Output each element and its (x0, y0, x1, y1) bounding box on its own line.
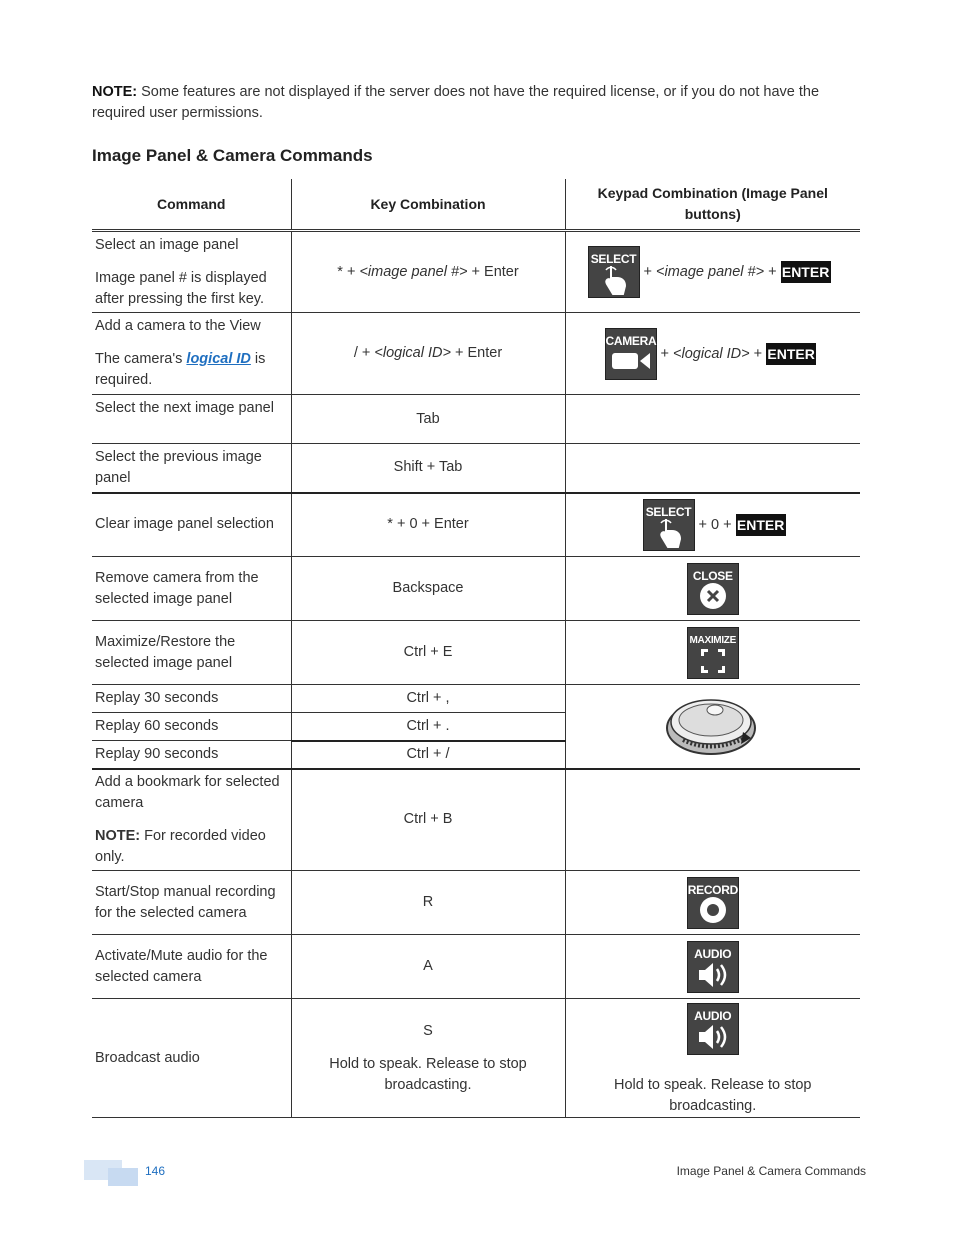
key-param: <image panel #> (359, 263, 468, 280)
key-text: A (291, 935, 565, 999)
command-text: Maximize/Restore the selected image panel (95, 633, 236, 671)
enter-key-icon: ENTER (766, 343, 816, 365)
table-row (92, 871, 860, 935)
pad-param: <image panel #> (656, 263, 765, 280)
command-text: Select the next image panel (95, 400, 274, 416)
license-note (92, 82, 852, 124)
footer-tab-decoration (108, 1168, 138, 1186)
table-row (92, 769, 860, 871)
table-row (92, 313, 860, 395)
pad-text: + (639, 263, 657, 280)
jog-dial-icon (663, 688, 763, 758)
pad-text: + (764, 263, 781, 280)
command-text: Select the previous image panel (95, 448, 262, 486)
table-row (92, 621, 860, 685)
pad-empty (565, 444, 860, 493)
key-text: * + (337, 263, 360, 280)
key-text: Ctrl + , (291, 685, 565, 713)
table-row (92, 493, 860, 557)
key-text: * + 0 + Enter (291, 493, 565, 557)
key-text: S (423, 1022, 433, 1039)
section-title: Image Panel & Camera Commands (92, 146, 373, 165)
key-text: Backspace (291, 557, 565, 621)
key-text: R (291, 871, 565, 935)
table-row (92, 231, 860, 313)
table-row (92, 999, 860, 1118)
command-text: Broadcast audio (95, 1049, 200, 1066)
table-row (92, 395, 860, 444)
audio-key-icon: AUDIO (687, 941, 739, 993)
command-text: Replay 90 seconds (92, 741, 291, 769)
pad-empty (565, 769, 860, 871)
pad-param: <logical ID> (673, 345, 750, 362)
header-key-combination: Key Combination (291, 179, 565, 231)
enter-key-icon: ENTER (736, 514, 786, 536)
key-text: Tab (291, 395, 565, 444)
key-text: Ctrl + / (291, 741, 565, 769)
table-row (92, 557, 860, 621)
key-text: Shift + Tab (291, 444, 565, 493)
pad-text: + (656, 345, 674, 362)
note-text: Some features are not displayed if the server does not have the required license, or if you do not have the required user permissions. (92, 84, 820, 121)
key-param: <logical ID> (374, 345, 451, 361)
pad-text: + (749, 345, 767, 362)
close-key-icon: CLOSE (687, 563, 739, 615)
pad-empty (565, 395, 860, 444)
note-label: NOTE: (92, 84, 138, 100)
key-text: Ctrl + . (291, 713, 565, 741)
command-text: Start/Stop manual recording for the selected camera (95, 883, 276, 921)
pad-detail: Hold to speak. Release to stop broadcasting. (614, 1077, 812, 1114)
record-key-icon: RECORD (687, 877, 739, 929)
table-row (92, 935, 860, 999)
command-text: Replay 30 seconds (92, 685, 291, 713)
key-text: + Enter (450, 345, 503, 361)
command-text: Activate/Mute audio for the selected camera (95, 947, 268, 985)
header-keypad-combination: Keypad Combination (Image Panel buttons) (565, 179, 860, 231)
command-detail: The camera's logical ID is required. (95, 351, 266, 388)
commands-table (92, 179, 860, 1118)
table-row (92, 444, 860, 493)
enter-key-icon: ENTER (781, 261, 831, 283)
pad-text: + 0 + (694, 516, 736, 533)
key-detail: Hold to speak. Release to stop broadcasting. (329, 1055, 527, 1093)
command-note: NOTE: For recorded video only. (95, 827, 266, 865)
header-command: Command (92, 179, 291, 231)
command-text: Replay 60 seconds (92, 713, 291, 741)
key-text: + Enter (467, 263, 519, 280)
footer-title: Image Panel & Camera Commands (676, 1164, 866, 1178)
command-text: Add a camera to the View (95, 318, 261, 334)
select-key-icon: SELECT (643, 499, 695, 551)
command-text: Remove camera from the selected image panel (95, 569, 259, 607)
table-header-row (92, 179, 860, 231)
key-text: / + (353, 345, 375, 361)
logical-id-link[interactable]: logical ID (186, 351, 251, 367)
key-text: Ctrl + E (291, 621, 565, 685)
command-text: Select an image panel (95, 236, 239, 253)
camera-key-icon: CAMERA (605, 328, 657, 380)
select-key-icon: SELECT (588, 246, 640, 298)
page-number: 146 (145, 1164, 166, 1178)
audio-key-icon: AUDIO (687, 1003, 739, 1055)
maximize-key-icon: MAXIMIZE (687, 627, 739, 679)
command-text: Clear image panel selection (95, 516, 274, 533)
table-row (92, 685, 860, 713)
key-text: Ctrl + B (291, 769, 565, 871)
command-detail: Image panel # is displayed after pressing the first key. (95, 269, 267, 307)
command-text: Add a bookmark for selected camera (95, 773, 280, 811)
